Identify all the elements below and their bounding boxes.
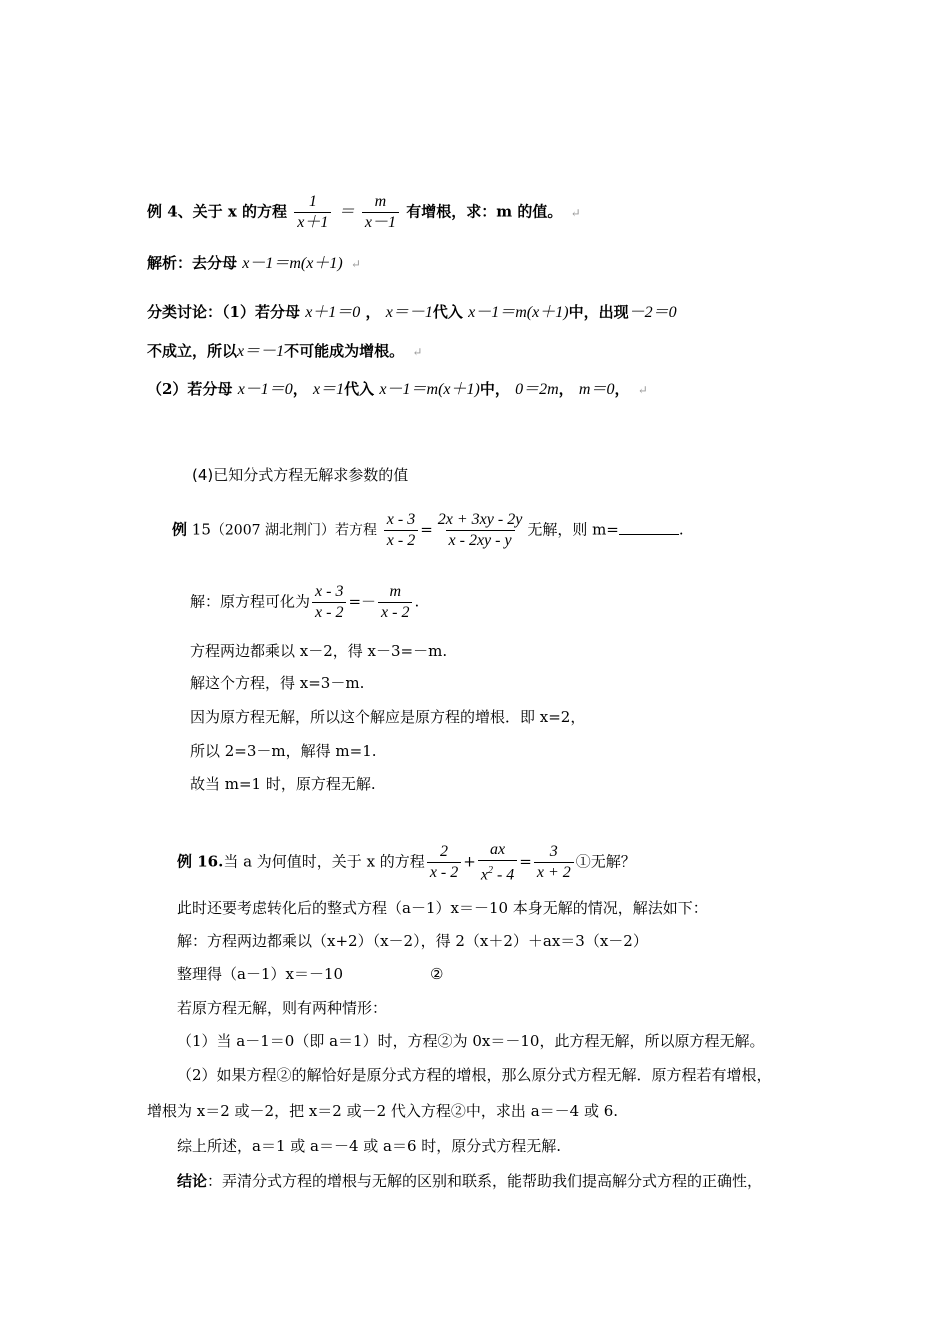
analysis-line: 解析：去分母 x－1＝m(x＋1) ↵ bbox=[147, 254, 361, 272]
return-mark-icon: ↵ bbox=[570, 205, 581, 220]
solution-15-line-5: 所以 2=3－m，解得 m=1. bbox=[190, 742, 377, 760]
fraction-1: $\frac{x - 3}{x - 2}$ bbox=[384, 510, 418, 551]
fraction-1: $\frac{x - 3}{x - 2}$ bbox=[312, 582, 346, 623]
return-mark-icon: ↵ bbox=[637, 383, 648, 397]
solution-16-line-7: 增根为 x＝2 或－2，把 x＝2 或－2 代入方程②中，求出 a＝－4 或 6. bbox=[147, 1102, 619, 1120]
example-4-label: 例 4、关于 x 的方程 bbox=[147, 202, 288, 221]
solution-16-line-3: 整理得（a－1）x＝－10 ② bbox=[177, 965, 444, 983]
fraction-2: $\frac{2x + 3xy - 2y}{x - 2xy - y}$ bbox=[437, 511, 523, 549]
fraction-1: $\frac{1}{x+1}$ bbox=[294, 192, 331, 233]
answer-blank bbox=[619, 522, 679, 535]
fraction-2: $\frac{m}{x - 2}$ bbox=[378, 582, 412, 623]
solution-16-line-8: 综上所述，a＝1 或 a＝－4 或 a＝6 时，原分式方程无解. bbox=[177, 1137, 562, 1155]
conclusion-line: 结论：弄清分式方程的增根与无解的区别和联系，能帮助我们提高解分式方程的正确性， bbox=[177, 1172, 763, 1190]
solution-16-line-6: （2）如果方程②的解恰好是原分式方程的增根，那么原分式方程无解．原方程若有增根， bbox=[177, 1066, 772, 1084]
fraction-3: $\frac{3}{x + 2}$ bbox=[534, 842, 574, 883]
solution-15-line-2: 方程两边都乘以 x－2，得 x－3=－m. bbox=[190, 642, 448, 660]
solution-15-line-3: 解这个方程，得 x=3－m. bbox=[190, 674, 365, 692]
solution-15-line-4: 因为原方程无解，所以这个解应是原方程的增根．即 x=2， bbox=[190, 708, 586, 726]
fraction-1: $\frac{2}{x - 2}$ bbox=[427, 842, 461, 883]
solution-16-line-5: （1）当 a－1＝0（即 a＝1）时，方程②为 0x＝－10，此方程无解，所以原方程无解。 bbox=[177, 1032, 765, 1050]
return-mark-icon: ↵ bbox=[350, 257, 361, 271]
solution-16-line-1: 此时还要考虑转化后的整式方程（a－1）x＝－10 本身无解的情况，解法如下： bbox=[177, 899, 708, 917]
solution-15-line-6: 故当 m=1 时，原方程无解. bbox=[190, 775, 376, 793]
example-16-line: 例 16.当 a 为何值时，关于 x 的方程 $\frac{2}{x - 2}$ + $\frac{ax}{x^2 - 4}$ = $\frac{3}{x + 2}$ ①无解？ bbox=[177, 841, 636, 884]
section-4-title: (4)已知分式方程无解求参数的值 bbox=[192, 466, 409, 484]
solution-16-line-2: 解：方程两边都乘以（x+2）（x－2），得 2（x＋2）＋ax＝3（x－2） bbox=[177, 932, 648, 950]
return-mark-icon: ↵ bbox=[412, 345, 423, 359]
fraction-2: $\frac{ax}{x^2 - 4}$ bbox=[478, 840, 517, 885]
example-15-line: 例 15（2007 湖北荆门）若方程 $\frac{x - 3}{x - 2}$ = $\frac{2x + 3xy - 2y}{x - 2xy - y}$ 无解，则 m= . bbox=[172, 511, 684, 549]
example-4-line: 例 4、关于 x 的方程 $\frac{1}{x+1}$ ＝ $\frac{m}{x-1}$ 有增根，求：m 的值。 ↵ bbox=[147, 193, 581, 231]
discussion-case-1-cont: 不成立，所以x＝－1不可能成为增根。 ↵ bbox=[147, 342, 423, 360]
discussion-case-2: （2）若分母 x－1＝0， x＝1代入 x－1＝m(x＋1)中， 0＝2m， m＝0， ↵ bbox=[147, 380, 648, 398]
solution-16-line-4: 若原方程无解，则有两种情形： bbox=[177, 999, 388, 1017]
discussion-case-1: 分类讨论：（1）若分母 x＋1＝0 ， x＝－1代入 x－1＝m(x＋1)中，出现－2＝0 bbox=[147, 303, 677, 321]
fraction-2: $\frac{m}{x-1}$ bbox=[362, 192, 399, 233]
solution-15-line-1: 解：原方程可化为 $\frac{x - 3}{x - 2}$ =－ $\frac{m}{x - 2}$ . bbox=[190, 583, 420, 621]
